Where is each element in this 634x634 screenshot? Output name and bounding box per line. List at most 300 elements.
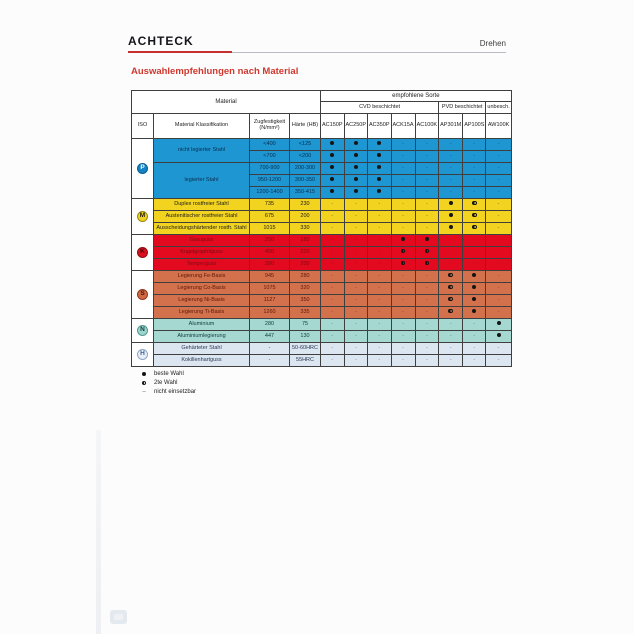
rating-cell <box>391 247 415 259</box>
rating-cell <box>321 259 345 271</box>
rating-cell <box>391 307 415 319</box>
rating-cell <box>391 199 415 211</box>
iso-badge-K: K <box>137 247 148 258</box>
rating-cell <box>321 247 345 259</box>
material-cell: Kugelgraphitguss <box>154 247 250 259</box>
rating-cell <box>368 175 392 187</box>
rating-cell <box>415 223 439 235</box>
material-cell: nicht legierter Stahl <box>154 139 250 163</box>
best-choice-dot <box>497 321 501 325</box>
table-row <box>132 331 512 343</box>
rating-cell <box>391 271 415 283</box>
not-usable-dash: - <box>449 320 452 327</box>
not-usable-dash: - <box>354 344 357 351</box>
rating-cell <box>344 175 368 187</box>
not-usable-dash: - <box>331 284 334 291</box>
rating-cell <box>344 283 368 295</box>
not-usable-dash: - <box>497 200 500 207</box>
rating-cell <box>391 319 415 331</box>
not-usable-dash: - <box>402 176 404 183</box>
rating-cell <box>439 151 463 163</box>
not-usable-dash: - <box>473 260 476 267</box>
not-usable-dash: - <box>473 248 476 255</box>
not-usable-dash: - <box>378 356 381 363</box>
col-header-zugfestigkeit: Zugfestigkeit (N/mm²) <box>250 114 290 139</box>
material-cell: legierter Stahl <box>154 163 250 199</box>
col-header-grade: AW100K <box>486 114 511 139</box>
chapter-label: Drehen <box>479 39 506 48</box>
not-usable-dash: - <box>497 356 500 363</box>
second-choice-dot <box>448 309 453 314</box>
best-choice-dot <box>472 273 476 277</box>
not-usable-dash: - <box>331 308 334 315</box>
rating-cell <box>415 211 439 223</box>
rating-cell <box>463 295 486 307</box>
not-usable-dash: - <box>331 224 334 231</box>
rating-cell <box>368 319 392 331</box>
haerte-cell: 200 <box>290 211 321 223</box>
not-usable-dash: - <box>425 152 428 159</box>
not-usable-dash: - <box>473 176 476 183</box>
rating-cell <box>368 307 392 319</box>
rating-cell <box>391 187 415 199</box>
best-choice-dot <box>330 141 334 145</box>
haerte-cell: 55HRC <box>290 355 321 367</box>
rating-cell <box>439 139 463 151</box>
haerte-cell: 75 <box>290 319 321 331</box>
iso-badge-H: H <box>137 349 148 360</box>
rating-cell <box>463 163 486 175</box>
rating-cell <box>486 163 511 175</box>
material-cell: Legierung Ti-Basis <box>154 307 250 319</box>
table-row <box>132 139 512 151</box>
col-header-grade: AC150P <box>321 114 345 139</box>
rating-cell <box>415 355 439 367</box>
not-usable-dash: - <box>402 200 404 207</box>
not-usable-dash: - <box>354 260 357 267</box>
rating-cell <box>463 271 486 283</box>
not-usable-dash: - <box>378 284 381 291</box>
table-row <box>132 343 512 355</box>
not-usable-dash: - <box>402 164 404 171</box>
best-choice-dot <box>377 141 381 145</box>
zugfestigkeit-cell: 450 <box>250 247 290 259</box>
zugfestigkeit-cell: 280 <box>250 319 290 331</box>
best-choice-dot <box>377 189 381 193</box>
not-usable-dash: - <box>497 260 500 267</box>
not-usable-dash: - <box>378 308 381 315</box>
scan-edge-shadow <box>96 430 101 634</box>
not-usable-dash: - <box>402 152 404 159</box>
rating-cell <box>415 259 439 271</box>
rating-cell <box>486 343 511 355</box>
rating-cell <box>321 139 345 151</box>
not-usable-dash: - <box>497 272 500 279</box>
not-usable-dash: - <box>331 344 334 351</box>
page-number-badge <box>110 610 127 624</box>
not-usable-dash: - <box>425 356 428 363</box>
best-choice-dot <box>330 153 334 157</box>
col-header-grade: AP100S <box>463 114 486 139</box>
rating-cell <box>368 211 392 223</box>
best-choice-icon <box>140 372 148 376</box>
rating-cell <box>463 223 486 235</box>
not-usable-dash: - <box>354 212 357 219</box>
not-usable-dash: - <box>378 296 381 303</box>
rating-cell <box>439 355 463 367</box>
table-row <box>132 295 512 307</box>
table-row <box>132 235 512 247</box>
material-recommendation-table <box>131 90 512 367</box>
rating-cell <box>463 307 486 319</box>
rating-cell <box>463 139 486 151</box>
best-choice-dot <box>377 165 381 169</box>
rating-cell <box>391 331 415 343</box>
rating-cell <box>415 199 439 211</box>
rating-cell <box>415 295 439 307</box>
not-usable-dash: - <box>354 356 357 363</box>
rating-cell <box>415 271 439 283</box>
not-usable-dash: - <box>449 188 452 195</box>
best-choice-dot <box>472 297 476 301</box>
iso-cell <box>132 343 154 367</box>
best-choice-dot <box>425 237 429 241</box>
material-cell: Temperguss <box>154 259 250 271</box>
not-usable-dash: - <box>354 224 357 231</box>
best-choice-dot <box>354 177 358 181</box>
legend <box>140 371 196 398</box>
col-header-grade: ACK15A <box>391 114 415 139</box>
best-choice-dot <box>497 333 501 337</box>
rating-cell <box>391 235 415 247</box>
not-usable-dash: - <box>402 296 404 303</box>
not-usable-dash: - <box>378 224 381 231</box>
rating-cell <box>439 343 463 355</box>
table-row <box>132 307 512 319</box>
not-usable-dash: - <box>331 236 334 243</box>
rating-cell <box>415 163 439 175</box>
best-choice-dot <box>377 177 381 181</box>
best-choice-dot <box>330 165 334 169</box>
not-usable-dash: - <box>331 356 334 363</box>
haerte-cell: 180 <box>290 235 321 247</box>
not-usable-dash: - <box>449 332 452 339</box>
not-usable-dash: - <box>402 284 404 291</box>
haerte-cell: 230 <box>290 199 321 211</box>
zugfestigkeit-cell: 1260 <box>250 307 290 319</box>
zugfestigkeit-cell: 1200-1400 <box>250 187 290 199</box>
rating-cell <box>415 151 439 163</box>
rating-cell <box>439 175 463 187</box>
col-header-grade: AC250P <box>344 114 368 139</box>
haerte-cell: 300-350 <box>290 175 321 187</box>
not-usable-dash: - <box>425 164 428 171</box>
haerte-cell: 335 <box>290 307 321 319</box>
not-usable-dash: - <box>425 344 428 351</box>
not-usable-dash: - <box>402 332 404 339</box>
rating-cell <box>463 355 486 367</box>
rating-cell <box>463 235 486 247</box>
table-row <box>132 199 512 211</box>
zugfestigkeit-cell: 1075 <box>250 283 290 295</box>
rating-cell <box>439 235 463 247</box>
table-head <box>132 91 512 139</box>
iso-cell <box>132 271 154 319</box>
haerte-cell: 280 <box>290 271 321 283</box>
not-usable-dash: - <box>378 272 381 279</box>
material-cell: Gehärteter Stahl <box>154 343 250 355</box>
not-usable-dash: - <box>331 248 334 255</box>
not-usable-dash: - <box>449 140 452 147</box>
table-row <box>132 259 512 271</box>
rating-cell <box>439 199 463 211</box>
rating-cell <box>344 307 368 319</box>
legend-label: nicht einsetzbar <box>154 389 197 395</box>
cvd-group-header: CVD beschichtet <box>321 102 439 114</box>
second-choice-dot <box>448 285 453 290</box>
not-usable-dash: - <box>378 332 381 339</box>
second-choice-dot <box>448 273 453 278</box>
rating-cell <box>368 247 392 259</box>
not-usable-dash: - <box>425 296 428 303</box>
table-row <box>132 271 512 283</box>
legend-label: 2te Wahl <box>154 380 178 386</box>
not-usable-dash: - <box>354 236 357 243</box>
zugfestigkeit-cell: - <box>250 343 290 355</box>
rating-cell <box>368 163 392 175</box>
not-usable-dash: - <box>331 212 334 219</box>
second-choice-dot <box>425 261 430 266</box>
rating-cell <box>486 199 511 211</box>
best-choice-dot <box>449 201 453 205</box>
legend-item <box>140 389 196 395</box>
zugfestigkeit-cell: 950-1200 <box>250 175 290 187</box>
sorte-group-header: empfohlene Sorte <box>321 91 512 102</box>
zugfestigkeit-cell: 735 <box>250 199 290 211</box>
not-usable-dash: - <box>449 260 452 267</box>
rating-cell <box>321 307 345 319</box>
not-usable-dash: - <box>473 236 476 243</box>
brand-underline <box>128 51 232 53</box>
rating-cell <box>368 139 392 151</box>
rating-cell <box>321 175 345 187</box>
zugfestigkeit-cell: 447 <box>250 331 290 343</box>
rating-cell <box>391 151 415 163</box>
rating-cell <box>321 199 345 211</box>
not-usable-dash: - <box>425 272 428 279</box>
rating-cell <box>344 319 368 331</box>
rating-cell <box>486 355 511 367</box>
rating-cell <box>391 283 415 295</box>
rating-cell <box>439 307 463 319</box>
rating-cell <box>368 271 392 283</box>
rating-cell <box>439 187 463 199</box>
not-usable-dash: - <box>402 320 404 327</box>
rating-cell <box>415 283 439 295</box>
rating-cell <box>486 187 511 199</box>
not-usable-dash: - <box>497 176 500 183</box>
rating-cell <box>391 175 415 187</box>
rating-cell <box>321 163 345 175</box>
not-usable-dash: - <box>449 236 452 243</box>
rating-cell <box>321 151 345 163</box>
rating-cell <box>439 259 463 271</box>
rating-cell <box>486 235 511 247</box>
not-usable-dash: - <box>354 272 357 279</box>
not-usable-dash: - <box>425 284 428 291</box>
rating-cell <box>321 283 345 295</box>
not-usable-dash: - <box>497 224 500 231</box>
not-usable-dash: - <box>497 284 500 291</box>
second-choice-dot <box>472 213 477 218</box>
rating-cell <box>321 295 345 307</box>
rating-cell <box>391 163 415 175</box>
iso-cell <box>132 319 154 343</box>
iso-badge-S: S <box>137 289 148 300</box>
rating-cell <box>415 235 439 247</box>
not-usable-dash: - <box>425 308 428 315</box>
rating-cell <box>344 331 368 343</box>
rating-cell <box>486 151 511 163</box>
not-usable-dash: - <box>425 200 428 207</box>
rating-cell <box>463 319 486 331</box>
not-usable-dash: - <box>425 320 428 327</box>
rating-cell <box>439 247 463 259</box>
rating-cell <box>344 139 368 151</box>
col-header-haerte: Härte (HB) <box>290 114 321 139</box>
haerte-cell: 220 <box>290 247 321 259</box>
rating-cell <box>486 211 511 223</box>
rating-cell <box>415 319 439 331</box>
second-choice-icon <box>140 381 148 386</box>
haerte-cell: 350 <box>290 295 321 307</box>
rating-cell <box>344 271 368 283</box>
not-usable-dash: - <box>473 152 476 159</box>
rating-cell <box>321 235 345 247</box>
rating-cell <box>486 307 511 319</box>
best-choice-dot <box>354 165 358 169</box>
material-cell: Grauguss <box>154 235 250 247</box>
not-usable-dash: - <box>473 344 476 351</box>
rating-cell <box>486 247 511 259</box>
rating-cell <box>415 247 439 259</box>
not-usable-dash: - <box>331 260 334 267</box>
not-usable-dash: - <box>449 176 452 183</box>
rating-cell <box>415 307 439 319</box>
rating-cell <box>486 139 511 151</box>
rating-cell <box>344 355 368 367</box>
brand-logo: ACHTECK <box>128 34 194 48</box>
not-usable-dash: - <box>473 164 476 171</box>
iso-badge-M: M <box>137 211 148 222</box>
not-usable-dash: - <box>473 140 476 147</box>
zugfestigkeit-cell: 250 <box>250 235 290 247</box>
not-usable-dash: - <box>402 356 404 363</box>
page-title: Auswahlempfehlungen nach Material <box>131 66 299 77</box>
not-usable-dash: - <box>402 188 404 195</box>
best-choice-dot <box>449 213 453 217</box>
best-choice-dot <box>330 189 334 193</box>
not-usable-dash: - <box>402 344 404 351</box>
not-usable-dash: - <box>449 356 452 363</box>
not-usable-dash: - <box>425 140 428 147</box>
col-header-klassifikation: Material Klassifikation <box>154 114 250 139</box>
zugfestigkeit-cell: 1127 <box>250 295 290 307</box>
rating-cell <box>391 343 415 355</box>
table-row <box>132 283 512 295</box>
col-header-grade: AC350P <box>368 114 392 139</box>
haerte-cell: 200-300 <box>290 163 321 175</box>
table-row <box>132 211 512 223</box>
not-usable-dash: - <box>497 248 500 255</box>
not-usable-dash: - <box>497 140 500 147</box>
not-usable-dash: - <box>425 332 428 339</box>
table-row <box>132 319 512 331</box>
not-usable-dash: - <box>331 200 334 207</box>
not-usable-dash: - <box>378 320 381 327</box>
not-usable-icon: – <box>142 389 146 395</box>
not-usable-dash: - <box>354 320 357 327</box>
second-choice-dot <box>472 201 477 206</box>
rating-cell <box>439 319 463 331</box>
not-usable-dash: - <box>354 332 357 339</box>
not-usable-dash: - <box>378 344 381 351</box>
rating-cell <box>344 223 368 235</box>
rating-cell <box>439 211 463 223</box>
rating-cell <box>486 271 511 283</box>
not-usable-dash: - <box>402 272 404 279</box>
table-row <box>132 223 512 235</box>
rating-cell <box>368 283 392 295</box>
not-usable-dash: - <box>402 212 404 219</box>
rating-cell <box>486 223 511 235</box>
rating-cell <box>463 283 486 295</box>
rating-cell <box>344 343 368 355</box>
zugfestigkeit-cell: - <box>250 355 290 367</box>
rating-cell <box>439 331 463 343</box>
not-usable-dash: - <box>331 272 334 279</box>
rating-cell <box>486 283 511 295</box>
rating-cell <box>463 247 486 259</box>
table-row <box>132 247 512 259</box>
rating-cell <box>463 199 486 211</box>
haerte-cell: 320 <box>290 283 321 295</box>
haerte-cell: <200 <box>290 151 321 163</box>
not-usable-dash: - <box>402 308 404 315</box>
best-choice-dot <box>472 285 476 289</box>
rating-cell <box>391 355 415 367</box>
rating-cell <box>415 175 439 187</box>
rating-cell <box>368 343 392 355</box>
rating-cell <box>486 259 511 271</box>
rating-cell <box>368 331 392 343</box>
not-usable-dash: - <box>378 200 381 207</box>
rating-cell <box>391 259 415 271</box>
best-choice-dot <box>377 153 381 157</box>
rating-cell <box>344 259 368 271</box>
not-usable-dash: - <box>354 284 357 291</box>
rating-cell <box>368 235 392 247</box>
pvd-group-header: PVD beschichtet <box>439 102 486 114</box>
not-usable-dash: - <box>425 176 428 183</box>
rating-cell <box>463 343 486 355</box>
rating-cell <box>486 175 511 187</box>
haerte-cell: 200 <box>290 259 321 271</box>
material-cell: Austenitischer rostfreier Stahl <box>154 211 250 223</box>
zugfestigkeit-cell: 1015 <box>250 223 290 235</box>
rating-cell <box>368 223 392 235</box>
rating-cell <box>344 295 368 307</box>
